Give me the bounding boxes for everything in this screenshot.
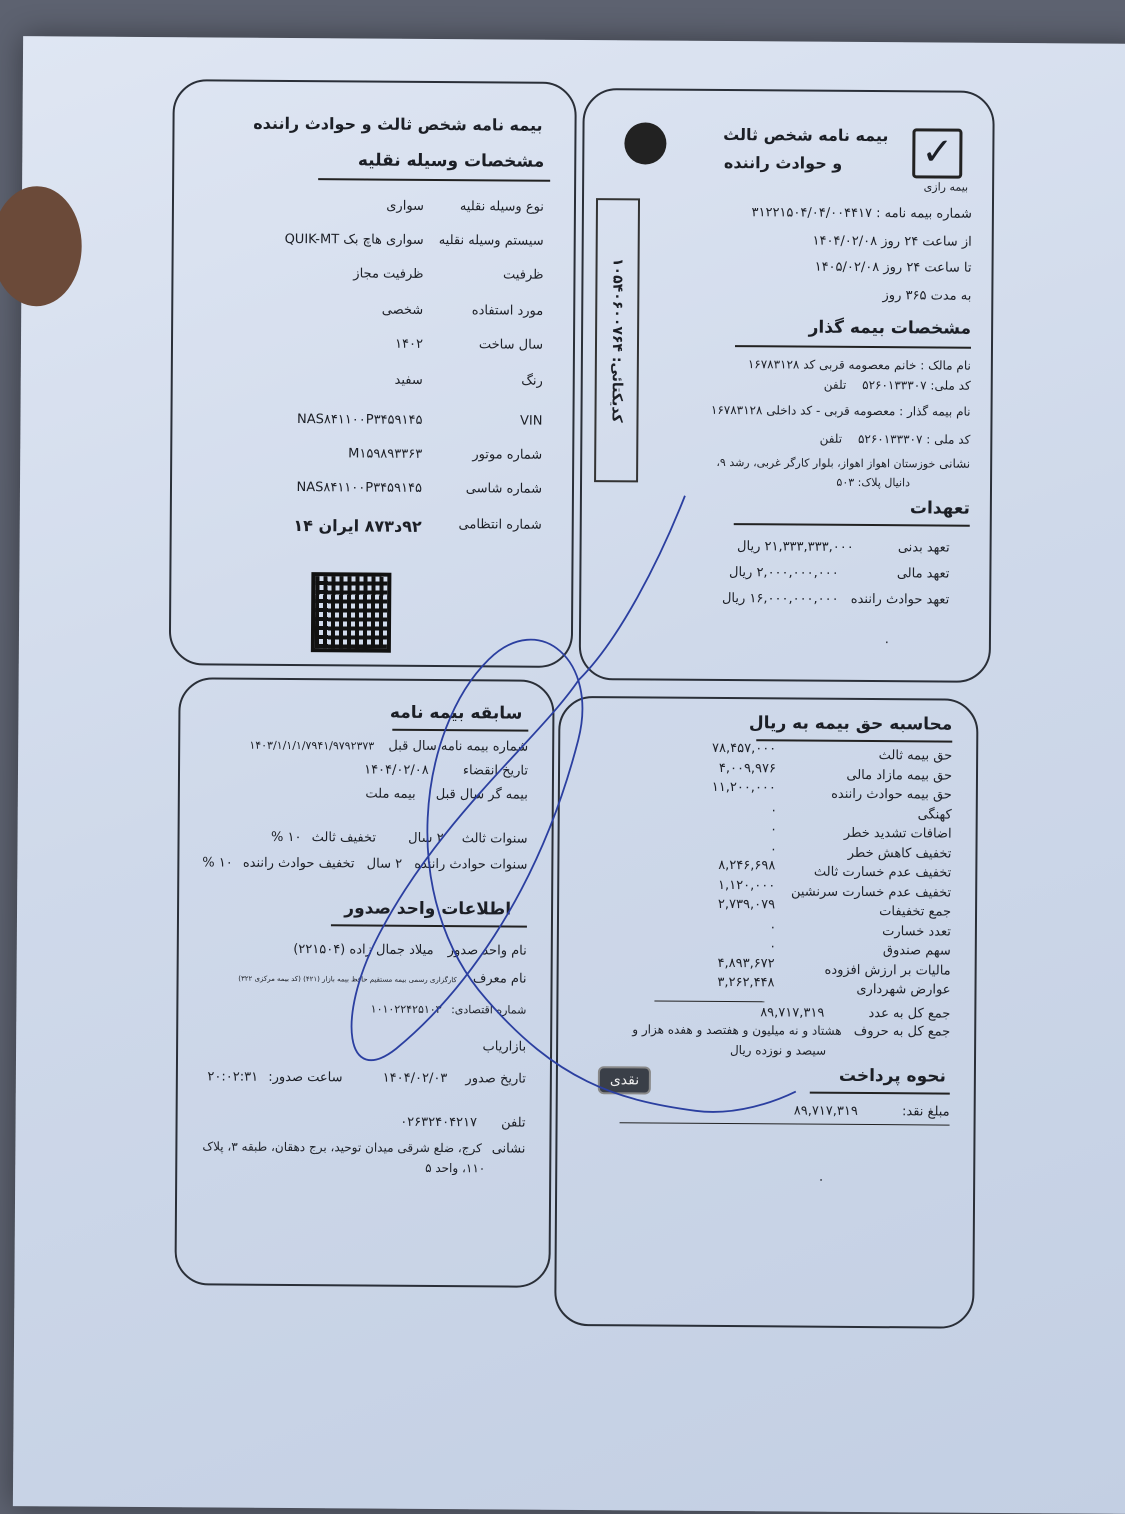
premium-item-value: .	[770, 916, 776, 932]
total-value: ۸۹,۷۱۷,۳۱۹	[760, 1005, 825, 1021]
premium-item-value: ۷۸,۴۵۷,۰۰۰	[712, 740, 777, 757]
unit-value: میلاد جمال زاده (۲۲۱۵۰۴)	[293, 942, 434, 958]
policy-number: ۳۱۲۲۱۵۰۴/۰۴/۰۰۴۴۱۷	[751, 205, 873, 222]
vehicle-field-value: NAS۸۴۱۱۰۰P۳۴۵۹۱۴۵	[296, 480, 423, 496]
owner-value: خانم معصومه قربی کد ۱۶۷۸۳۱۲۸	[747, 357, 917, 373]
national-id2: ۵۲۶۰۱۳۳۳۰۷	[857, 431, 923, 447]
expiry-value: ۱۴۰۴/۰۲/۰۸	[364, 762, 429, 778]
owner-label: نام مالک :	[920, 358, 971, 373]
unit-label: نام واحد صدور	[447, 943, 527, 959]
premium-item-value: ۳,۲۶۲,۴۴۸	[717, 974, 775, 991]
premium-item-label: حق بیمه حوادث راننده	[831, 786, 952, 803]
premium-item-value: ۴,۰۰۹,۹۷۶	[718, 760, 777, 776]
referrer-label: نام معرف	[472, 971, 527, 987]
national-id2-row	[820, 432, 971, 447]
premium-item-label: سهم صندوق	[882, 943, 951, 959]
duration-value: ۳۶۵ روز	[882, 288, 927, 304]
cash-row	[794, 1104, 950, 1120]
prev-insurer-label: بیمه گر سال قبل	[435, 787, 528, 803]
marketer-label: بازاریاب	[482, 1039, 527, 1055]
bodily-row	[737, 539, 950, 555]
premium-item-value: .	[771, 799, 776, 815]
vehicle-field-value: ۱۴۰۲	[395, 336, 424, 352]
cash-badge: نقدی	[598, 1066, 651, 1094]
vehicle-field-label: ظرفیت	[503, 267, 544, 283]
vehicle-field-value: NAS۸۴۱۱۰۰P۳۴۵۹۱۴۵	[296, 412, 423, 428]
policy-title-line2: و حوادث راننده	[723, 153, 843, 173]
issuer-address-row	[202, 1139, 525, 1156]
phone2-label: تلفن	[819, 431, 843, 446]
expiry-row	[364, 763, 528, 779]
premium-item-value: ۲,۷۳۹,۰۷۹	[717, 896, 776, 913]
financial-label: تعهد مالی	[896, 566, 950, 582]
code-stamp-text: کدیکتائی: ۱۰۵۴۰۶۰۰۷۶۴	[608, 257, 626, 423]
econ-row	[371, 1003, 527, 1017]
vehicle-field-label: سیستم وسیله نقلیه	[438, 233, 544, 249]
premium-item-label: اضافات تشدید خطر	[843, 825, 952, 842]
insurer-name-label: نام بیمه گذار :	[899, 404, 971, 419]
insurance-sheet	[13, 36, 1125, 1514]
vehicle-box-title: بیمه نامه شخص ثالث و حوادث راننده	[253, 113, 543, 135]
issue-row	[207, 1069, 526, 1086]
razi-logo-icon: ✓	[912, 128, 962, 178]
expiry-label: تاریخ انقضاء	[462, 763, 529, 779]
total-words-line2: سیصد و نوزده ریال	[729, 1043, 827, 1058]
premium-item-label: عوارض شهرداری	[856, 981, 951, 998]
total-words-label: جمع کل به حروف	[853, 1023, 951, 1040]
prev-no-row	[249, 738, 528, 755]
issue-date: ۱۴۰۴/۰۲/۰۳	[382, 1070, 448, 1087]
policy-summary-box	[579, 88, 995, 683]
qr-code-icon	[311, 572, 392, 653]
history-box	[174, 677, 554, 1288]
duration-row	[882, 288, 971, 304]
policy-number-row	[751, 205, 972, 222]
prev-no-label: شماره بیمه نامه سال قبل	[388, 738, 529, 755]
vehicle-field-label: مورد استفاده	[471, 303, 544, 319]
vehicle-field-label: شماره انتظامی	[458, 517, 542, 533]
vehicle-box	[169, 79, 577, 668]
prev-insurer-value: بیمه ملت	[365, 786, 416, 802]
premium-item-label: حق بیمه مازاد مالی	[846, 767, 953, 784]
premium-item-value: .	[771, 838, 776, 854]
premium-item-label: مالیات بر ارزش افزوده	[824, 962, 951, 979]
premium-item-label: تخفیف عدم خسارت سرنشین	[790, 883, 952, 901]
bodily-value: ۲۱,۳۳۳,۳۳۳,۰۰۰ ریال	[737, 539, 854, 555]
total-words-row	[632, 1022, 950, 1039]
vehicle-field-value: سواری هاچ بک QUIK-MT	[284, 231, 424, 248]
driver-row	[722, 591, 949, 608]
premium-item-value: .	[771, 819, 776, 835]
dot: .	[884, 632, 890, 648]
vehicle-field-label: شماره شاسی	[465, 481, 543, 497]
premium-item-value: ۴,۸۹۳,۶۷۲	[717, 955, 775, 971]
premium-item-label: کهنگی	[917, 806, 952, 823]
vehicle-field-value: ۹۲د۸۷۳ ایران ۱۴	[293, 516, 422, 536]
vehicle-field-label: رنگ	[521, 373, 543, 389]
issuer-phone-label: تلفن	[501, 1115, 526, 1131]
premium-item-label: جمع تخفیفات	[879, 904, 952, 920]
to-date: ۱۴۰۵/۰۲/۰۸	[814, 259, 880, 276]
premium-header: محاسبه حق بیمه به ریال	[748, 713, 953, 735]
driver-years-row	[202, 855, 527, 872]
issuer-address-line2: ۱۱۰، واحد ۵	[425, 1160, 486, 1176]
issuer-phone-row	[400, 1115, 525, 1131]
referrer-value: کارگزاری رسمی بیمه مستقیم حافظ بیمه بازار (۴۲۱) (کد بیمه مرکزی ۳۲۲)	[238, 974, 457, 985]
vehicle-field-value: سواری	[386, 198, 425, 214]
from-label: از ساعت ۲۴ روز	[881, 234, 972, 250]
premium-item-label: تخفیف کاهش خطر	[847, 845, 952, 862]
cash-label: مبلغ نقد:	[901, 1104, 950, 1120]
premium-item-value: ۸,۲۴۶,۶۹۸	[718, 857, 776, 874]
address-label: نشانی	[939, 456, 971, 471]
national-id: ۵۲۶۰۱۳۳۳۰۷	[862, 377, 927, 393]
policy-number-label: شماره بیمه نامه :	[876, 206, 972, 222]
bodily-label: تعهد بدنی	[897, 540, 950, 556]
issuer-address-label: نشانی	[491, 1141, 526, 1157]
vehicle-field-label: نوع وسیله نقلیه	[459, 199, 545, 215]
issue-time: ۲۰:۰۲:۳۱	[207, 1069, 259, 1085]
premium-item-label: تعدد خسارت	[882, 923, 951, 940]
vehicle-header: مشخصات وسیله نقلیه	[357, 150, 545, 172]
address-row	[716, 455, 970, 471]
insurer-name-row	[711, 403, 971, 419]
duration-label: به مدت	[930, 288, 972, 304]
from-date: ۱۴۰۴/۰۲/۰۸	[812, 233, 878, 250]
issue-time-label: ساعت صدور:	[268, 1069, 343, 1086]
national-id-label: کد ملی:	[930, 378, 971, 393]
history-header: سابقه بیمه نامه	[389, 702, 523, 724]
financial-value: ۲,۰۰۰,۰۰۰,۰۰۰ ریال	[728, 565, 839, 581]
premium-item-label: تخفیف عدم خسارت ثالث	[813, 864, 952, 881]
driver-discount-value: ۱۰ %	[202, 855, 233, 871]
econ-label: شماره اقتصادی:	[451, 1003, 527, 1017]
brand-label: بیمه رازی	[923, 180, 969, 194]
rs-emblem-icon	[624, 122, 666, 164]
referrer-row	[238, 970, 526, 987]
vehicle-field-value: ظرفیت مجاز	[353, 266, 424, 282]
payment-header: نحوه پرداخت	[838, 1065, 946, 1087]
issuer-header: اطلاعات واحد صدور	[344, 898, 512, 920]
from-row	[812, 234, 971, 250]
driver-years-label: سنوات حوادث راننده	[414, 856, 528, 873]
total-label: جمع کل به عدد	[868, 1006, 951, 1022]
driver-value: ۱۶,۰۰۰,۰۰۰,۰۰۰ ریال	[721, 591, 839, 607]
premium-item-value: ۱۱,۲۰۰,۰۰۰	[711, 779, 776, 796]
to-label: تا ساعت ۲۴ روز	[883, 260, 972, 276]
dot2: .	[819, 1169, 824, 1185]
vehicle-field-value: M۱۵۹۸۹۳۳۶۳	[348, 446, 423, 462]
third-years-value: ۲ سال	[408, 830, 444, 847]
code-stamp	[594, 198, 640, 482]
issuer-address-line1: کرج، ضلع شرقی میدان توحید، برج دهقان، طبقه ۳، پلاک	[202, 1139, 482, 1156]
third-years-row	[271, 830, 528, 847]
owner-row	[748, 357, 971, 373]
insurer-name: معصومه قربی - کد داخلی ۱۶۷۸۳۱۲۸	[710, 402, 896, 419]
address-line1: خوزستان اهواز اهواز، بلوار کارگر غربی، رشد ۹،	[716, 455, 936, 471]
premium-item-value: .	[770, 936, 775, 952]
unit-row	[293, 942, 527, 959]
issuer-phone: ۰۲۶۳۲۴۰۴۲۱۷	[400, 1114, 478, 1131]
total-row	[760, 1005, 950, 1021]
finger	[0, 186, 82, 307]
third-years-label: سنوات ثالث	[461, 831, 528, 847]
total-words-line1: هشتاد و نه میلیون و هفتصد و هفده هزار و	[632, 1022, 842, 1038]
national-id-row	[824, 378, 971, 393]
cash-amount: ۸۹,۷۱۷,۳۱۹	[793, 1103, 858, 1119]
driver-discount-label: تخفیف حوادث راننده	[242, 855, 355, 872]
third-discount-label: تخفیف ثالث	[311, 830, 377, 846]
vehicle-field-label: سال ساخت	[478, 337, 544, 353]
vehicle-field-value: سفید	[394, 372, 423, 388]
vehicle-field-value: شخصی	[381, 302, 424, 318]
vehicle-field-label: شماره موتور	[472, 447, 543, 463]
commitments-header: تعهدات	[909, 498, 970, 519]
financial-row	[729, 565, 949, 582]
to-row	[815, 260, 972, 276]
premium-item-label: حق بیمه ثالث	[878, 748, 953, 764]
premium-box	[554, 696, 978, 1329]
vehicle-field-label: VIN	[519, 413, 543, 429]
premium-item-value: ۱,۱۲۰,۰۰۰	[718, 877, 776, 893]
policy-title-line1: بیمه نامه شخص ثالث	[723, 124, 889, 146]
phone-label: تلفن	[823, 377, 847, 392]
driver-label: تعهد حوادث راننده	[850, 591, 950, 608]
address-line2: دانیال پلاک: ۵۰۳	[836, 475, 911, 490]
national-id2-label: کد ملی :	[926, 432, 971, 447]
third-discount-value: ۱۰ %	[270, 829, 302, 846]
prev-insurer-row	[365, 787, 528, 803]
prev-no-value: ۱۴۰۳/۱/۱/۱/۷۹۴۱/۹۷۹۲۳۷۳	[249, 738, 375, 753]
insured-header: مشخصات بیمه گذار	[808, 317, 972, 339]
issue-date-label: تاریخ صدور	[465, 1071, 526, 1087]
econ-value: ۱۰۱۰۲۲۴۲۵۱۰۳	[370, 1002, 442, 1017]
driver-years-value: ۲ سال	[366, 856, 403, 872]
